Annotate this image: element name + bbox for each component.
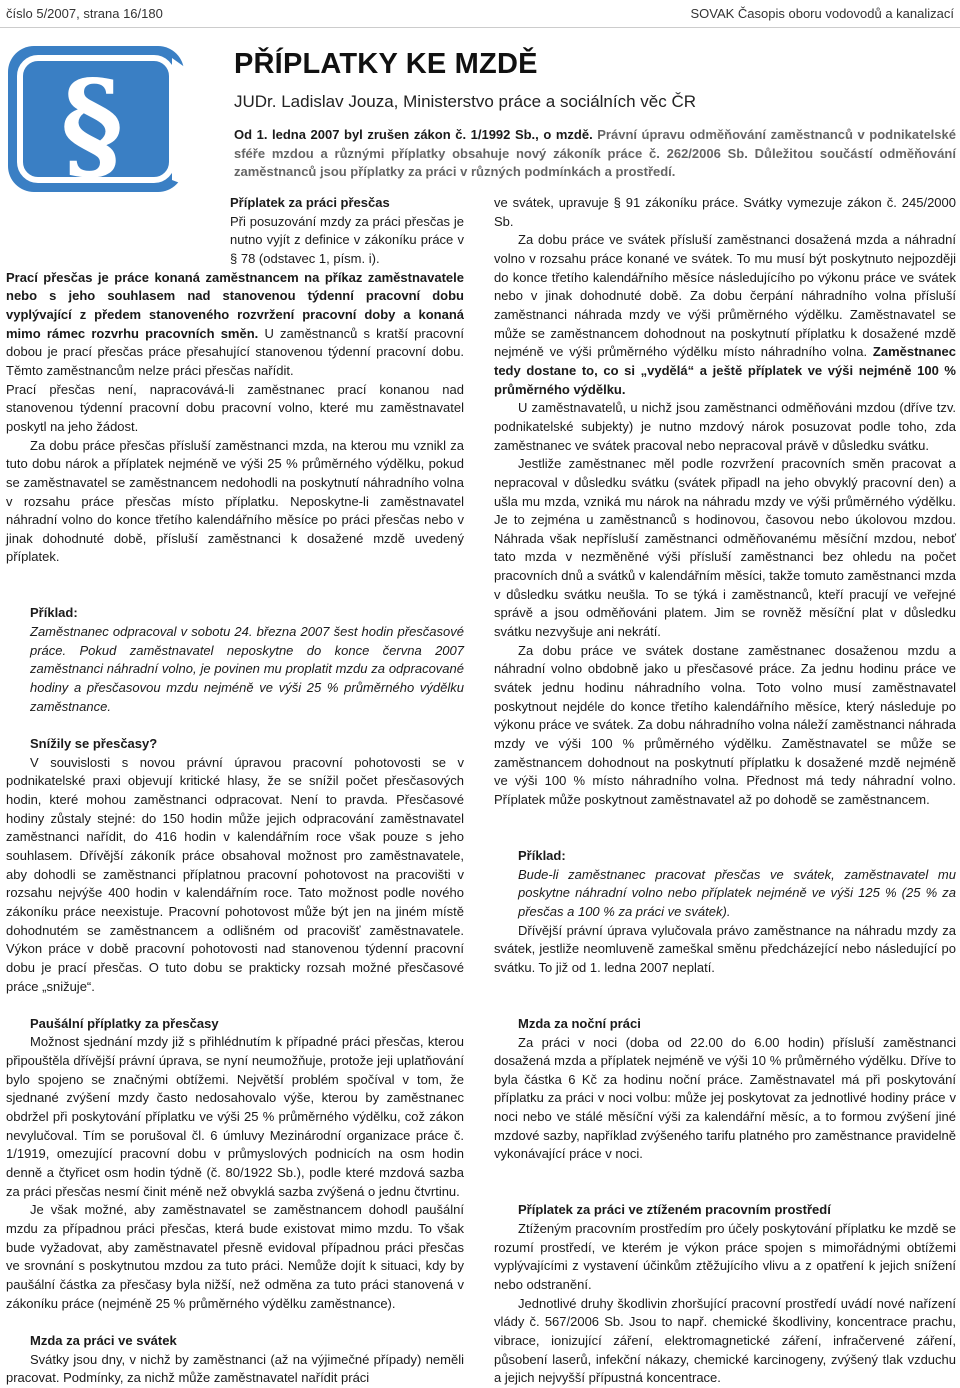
article-lead <box>234 126 956 182</box>
section-heading-reduced-overtime: Snížily se přesčasy? <box>30 736 158 751</box>
paragraph-sign-icon <box>6 44 214 196</box>
section-heading-holiday-pay: Mzda za práci ve svátek <box>30 1332 177 1348</box>
section-heading-night-work: Mzda za noční práci <box>518 1015 641 1031</box>
overtime-intro-block <box>6 194 464 269</box>
example-heading: Příklad: <box>30 605 78 621</box>
example-box-holiday <box>494 847 956 922</box>
paragraph: Jestliže zaměstnanec měl podle rozvržení pracovních směn pracovat a nepracoval v důsledku svátku (svátek připadl na jeho obvyklý pracovní den) a ušla mu mzda, vzniká mu nárok na náhradu mzdy ve výši průměrného výdělku. Je to zejména u zaměstnanců s hodinovou, časovou nebo úkolovou mzdou. Náhrada však nepřísluší zaměstnanci odměňovanému měsíční mzdou, neboť tato mzda v nezměněné výši přísluší zaměstnanci bez ohledu na počet pracovních dnů a svátků v kalendářním měsíci, takže tomuto zaměstnanci mzda v důsledku svátku neušla. To se týká i zaměstnanců, kteří pracují ve veřejné správě a jsou odměňováni platem. Jim se rovněž měsíční plat v důsledku svátku nezvyšuje ani nekrátí. <box>494 456 956 640</box>
overtime-intro-text: Při posuzování mzdy za práci přesčas je nutno vyjít z definice v zákoníku práce v § 78 (odstavec 1, písm. i). <box>230 213 464 266</box>
paragraph: Možnost sjednání mzdy již s přihlédnutím k případné práci přesčas, kterou připouštěla dřívější právní úprava, se nyní neumožňuje, protože jeji uplatňování bylo spojeno se značnými obtížemi. Největší problém spočíval v tom, že sjednané zvýšení mzdy často nedosahovalo výše, kterou by zaměstnanec obdržel při poskytování příplatku ve výši 25 % průměrného výdělku, což zákon nevylučoval. Tím se porušoval čl. 6 úmluvy Mezinárodní organizace práce č. 1/1919, omezující pracovní dobu v průmyslových podnicích na osm hodin denně a čtyřicet osm hodin týdně (č. 80/1922 Sb.), podle které mzdová sazba za práci přesčas nesmí činit méně než obvyklá sazba zvýšená o jednu čtvrtinu. <box>6 1034 464 1199</box>
article-author: JUDr. Ladislav Jouza, Ministerstvo práce a sociálních věc ČR <box>234 92 697 111</box>
paragraph: Za dobu práce přesčas přísluší zaměstnanci mzda, na kterou mu vznikl za tuto dobu nárok a příplatek nejméně ve výši 25 % průměrného výdělku, pokud se zaměstnavatel se zaměstnancem nedohodli na poskytnutí náhradního volna v rozsahu práce přesčas místo příplatku. Neposkytne-li zaměstnavatel náhradní volno do konce třetího kalendářního měsíce po práci přesčas nebo v jinak dohodnuté době, přísluší zaměstnanci k dosažené mzdě uvedený příplatek. <box>6 437 464 565</box>
holiday-compensation-text: Za dobu práce ve svátek přísluší zaměstnanci dosažená mzda a náhradní volno v rozsahu práce konané ve svátek. To mu musí být poskytnuto nejpozději do konce třetího kalendářního měsíce následujícího po výkonu práce ve svátek nebo v jinak dohodnuté době. Za dobu čerpání náhradního volna přísluší zaměstnanci náhrada mzdy ve výši průměrného výdělku. Zaměstnavatel se může se zaměstnancem dohodnout na poskytnutí příplatku k dosažené mzdě nejméně ve výši průměrného výdělku místo náhradního volna. <box>494 232 956 360</box>
article-title: PŘÍPLATKY KE MZDĚ <box>234 48 538 80</box>
paragraph: Za práci v noci (doba od 22.00 do 6.00 hodin) přísluší zaměstnanci dosažená mzda a příplatek nejméně ve výši 10 % průměrného výdělku. Dříve to byla částka 6 Kč za hodinu noční práce. Zaměstnavatel má při poskytování příplatku za práci v noci volbu: může jej poskytovat za jednotlivé hodiny práce v noci nebo ve stálé měsíční výši za kalendářní měsíc, a to formou zvýšení jiné mzdové sazby, například zvýšeného tarifu platného pro zaměstnance pravidelně vykonávající práce v noci. <box>494 1034 956 1162</box>
lead-sentence-3: Důležitou součástí odměňování zaměstnanců jsou příplatky za práci v různých podmínkách a prostředí. <box>234 145 956 180</box>
paragraph: Je však možné, aby zaměstnavatel se zaměstnancem dohodl paušální mzdu za případnou práci přesčas, která bude existovat mimo mzdu. To však bude vyžadovat, aby zaměstnavatel přesně evidoval případnou práci přesčas ve srovnání s poskytnutou mzdou za tuto práci. Nemůže dojít k situaci, kdy by paušální částka za přesčasy byla nižší, než odměna za tuto práci stanovená v zákoníku práce (nejméně 25 % průměrného výdělku zaměstnance). <box>6 1202 464 1311</box>
paragraph: Prací přesčas není, napracovává-li zaměstnanec prací konanou nad stanovenou týdenní pracovní dobu pracovní volno, které mu zaměstnavatel poskytl na jeho žádost. <box>6 381 464 434</box>
header-divider <box>0 27 960 28</box>
example-box-overtime <box>6 604 464 716</box>
holiday-compensation-bold: Zaměstnanec tedy dostane to, co si „vydělá“ a ještě příplatek ve výši nejméně 100 % průměrného výdělku. <box>494 344 956 397</box>
paragraph <box>494 231 956 399</box>
paragraph: U zaměstnavatelů, u nichž jsou zaměstnanci odměňováni mzdou (dříve tzv. podnikatelské subjekty) je nutno mzdový nárok posuzovat podle toho, zda zaměstnanec ve svátek pracoval nebo nepracoval právě v důsledku svátku. <box>494 400 956 453</box>
svg-text:§: § <box>60 54 124 195</box>
paragraph: Ztíženým pracovním prostředím pro účely poskytování příplatku ke mzdě se rozumí prostředí, ve kterém je výkon práce spojen s mimořádnými obtížemi vyplývajícími z vystavení účinkům ztěžujícího vlivu a z opatření k jejich snížení nebo odstranění. <box>494 1221 956 1293</box>
left-column <box>6 194 464 1388</box>
paragraph: Svátky jsou dny, v nichž by zaměstnanci (až na výjimečné případy) neměli pracovat. Podmínky, za nichž může zaměstnavatel nařídit práci <box>6 1351 464 1386</box>
paragraph: Jednotlivé druhy škodlivin zhoršující pracovní prostředí uvádí nové nařízení vlády č. 567/2006 Sb. Jsou to např. chemické škodliviny, koncentrace prachu, vibrace, ionizující záření, elektromagnetické záření, infračervené záření, působení laserů, infekční nákazy, chemické karcinogeny, zvýšený tlak vzduchu a jejich nejvyšší přípustná koncentrace. <box>494 1295 956 1386</box>
header-journal: SOVAK Časopis oboru vodovodů a kanalizací <box>690 6 954 21</box>
overtime-definition <box>6 269 464 381</box>
overtime-definition-rest: U zaměstnanců s kratší pracovní dobou je prací přesčas práce přesahující stanovenou týdenní pracovní dobu. Těmto zaměstnancům nelze práci přesčas nařídit. <box>6 325 464 378</box>
section-heading-overtime: Příplatek za práci přesčas <box>230 195 390 210</box>
section-heading-hazardous-environment: Příplatek za práci ve ztíženém pracovním prostředí <box>518 1202 831 1218</box>
right-column <box>494 194 956 1388</box>
lead-sentence-1: Od 1. ledna 2007 byl zrušen zákon č. 1/1992 Sb., o mzdě. <box>234 127 593 142</box>
example-text: Zaměstnanec odpracoval v sobotu 24. března 2007 šest hodin přesčasové práce. Pokud zaměstnavatel neposkytne do konce června 2007 zaměstnanci náhradní volno, je povinen mu proplatit mzdu za odpracované hodiny a přesčasovou mzdu nejméně ve výši 25 % průměrného výdělku zaměstnance. <box>30 624 464 714</box>
example-text: Bude-li zaměstnanec pracovat přesčas ve svátek, zaměstnavatel mu poskytne náhradní volno nebo příplatek nejméně ve výši 125 % (25 % za přesčas a 100 % za práci ve svátek). <box>518 866 956 919</box>
paragraph: V souvislosti s novou právní úpravou pracovní pohotovosti se v podnikatelské praxi objevují kritické hlasy, že se snížil počet přesčasových hodin, které mohou zaměstnanci odpracovat. Není to pravda. Přesčasové hodiny zůstaly stejné: do 150 hodin může jejich odpracování zaměstnavatel zaměstnanci nařídit, do 416 hodin v kalendářním roce však pouze s jeho souhlasem. Dřívější zákoník práce obsahoval možnost pro zaměstnavatele, aby dohodli se zaměstnanci příplatnou pracovní pohotovost na pracovišti v rozsahu nejvýše 400 hodin v kalendářním roce. Tato možnost podle nového zákoníku práce neexistuje. Pracovní pohotovost může být jen na jiném místě dohodnutém se zaměstnancem a odlišném od pracovišť zaměstnavatele. Výkon práce v době pracovní pohotovosti nad stanovenou týdenní pracovní dobu je prací přesčas. O tuto dobu se prakticky rozsah možné přesčasové práce „snižuje“. <box>6 754 464 994</box>
paragraph: Dřívější právní úprava vylučovala právo zaměstnance na náhradu mzdy za svátek, jestliže neomluveně zameškal směnu předcházející nebo následující po svátku. To již od 1. ledna 2007 neplatí. <box>494 922 956 975</box>
example-heading: Příklad: <box>518 847 566 863</box>
paragraph: ve svátek, upravuje § 91 zákoníku práce. Svátky vymezuje zákon č. 245/2000 Sb. <box>494 195 956 229</box>
header-issue: číslo 5/2007, strana 16/180 <box>6 6 163 21</box>
overtime-definition-bold: Prací přesčas je práce konaná zaměstnancem na příkaz zaměstnavatele nebo s jeho souhlasem nad stanovenou týdenní pracovní dobu vyplývající z předem stanoveného rozvržení pracovní doby a konaná mimo rámec rozvrhu pracovních směn. <box>6 269 464 341</box>
lead-sentence-2: Právní úpravu odměňování zaměstnanců v podnikatelské sféře mzdou a různými příplatky obsahuje nový zákoník práce č. 262/2006 Sb. <box>234 127 956 161</box>
paragraph: Za dobu práce ve svátek dostane zaměstnanec dosaženou mzdu a náhradní volno obdobně jako u přesčasové práce. Za jednu hodinu práce ve svátek jednu hodinu náhradního volna. Toto volno musí zaměstnavatel poskytnout nejdéle do konce třetího kalendářního měsíce, který následuje po výkonu práce ve svátek. Za dobu náhradního volna náleží zaměstnanci náhrada mzdy ve výši 100 % průměrného výdělku. Zaměstnavatel se může se zaměstnancem dohodnout na poskytnutí příplatku k dosažené mzdě nejméně ve výši 100 % místo náhradního volna. Přednost má tedy náhradní volno. Příplatek může poskytnout zaměstnavatel až po dohodě se zaměstnancem. <box>494 642 956 807</box>
section-heading-lump-sum: Paušální příplatky za přesčasy <box>30 1015 219 1031</box>
